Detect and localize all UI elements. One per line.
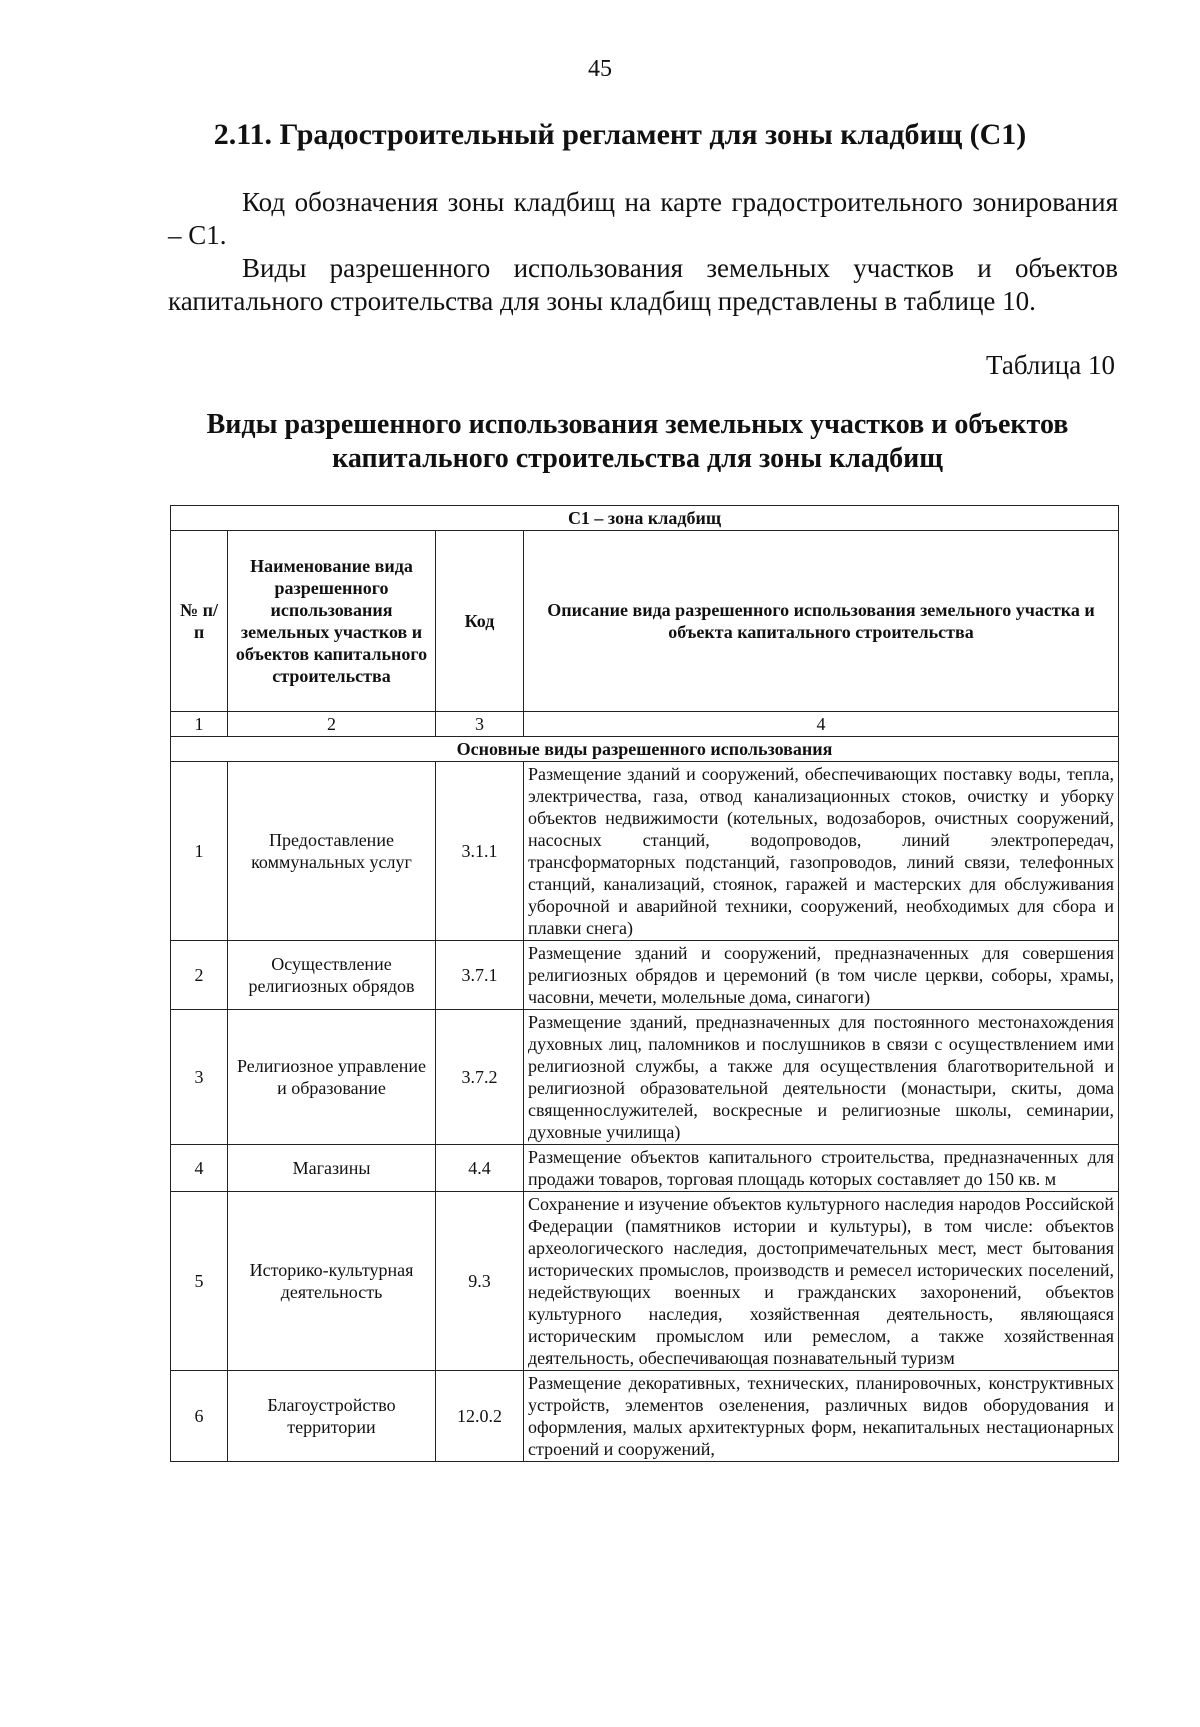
row-name: Магазины <box>228 1145 436 1192</box>
row-code: 3.7.2 <box>436 1010 524 1145</box>
row-number: 4 <box>171 1145 228 1192</box>
row-name: Историко-культурная деятельность <box>228 1192 436 1371</box>
row-code: 3.7.1 <box>436 941 524 1010</box>
column-header-code: Код <box>436 531 524 712</box>
column-header-description: Описание вида разрешенного использования земельного участка и объекта капитального строительства <box>524 531 1119 712</box>
row-name: Религиозное управление и образование <box>228 1010 436 1145</box>
row-description: Размещение зданий, предназначенных для постоянного местонахождения духовных лиц, паломников и послушников в связи с осуществлением ими религиозной службы, а также для осуществления благотворительной и религиозной образовательной деятельности (монастыри, скиты, дома священнослужителей, воскресные и религиозные школы, семинарии, духовные училища) <box>524 1010 1119 1145</box>
row-name: Предоставление коммунальных услуг <box>228 762 436 941</box>
row-name: Благоустройство территории <box>228 1371 436 1462</box>
group-row <box>171 737 1119 762</box>
paragraph-zone-code: Код обозначения зоны кладбищ на карте градостроительного зонирования – С1. <box>168 187 1118 250</box>
row-code: 4.4 <box>436 1145 524 1192</box>
column-header-row <box>171 531 1119 712</box>
column-number: 2 <box>228 712 436 737</box>
row-code: 9.3 <box>436 1192 524 1371</box>
row-number: 3 <box>171 1010 228 1145</box>
column-header-number: № п/п <box>171 531 228 712</box>
row-description: Размещение объектов капитального строительства, предназначенных для продажи товаров, торговая площадь которых составляет до 150 кв. м <box>524 1145 1119 1192</box>
row-code: 12.0.2 <box>436 1371 524 1462</box>
table-row <box>171 941 1119 1010</box>
row-description: Размещение зданий и сооружений, обеспечивающих поставку воды, тепла, электричества, газа, отвод канализационных стоков, очистку и уборку объектов недвижимости (котельных, водозаборов, очистных сооружений, насосных станций, водопроводов, линий электропередач, трансформаторных подстанций, газопроводов, линий связи, телефонных станций, канализаций, стоянок, гаражей и мастерских для обслуживания уборочной и аварийной техники, сооружений, необходимых для сбора и плавки снега) <box>524 762 1119 941</box>
page-number: 45 <box>588 56 612 82</box>
zone-header: С1 – зона кладбищ <box>171 506 1119 531</box>
table-label: Таблица 10 <box>986 350 1115 380</box>
column-number: 1 <box>171 712 228 737</box>
permitted-uses-table <box>170 505 1119 1462</box>
row-number: 6 <box>171 1371 228 1462</box>
table-row <box>171 762 1119 941</box>
row-description: Сохранение и изучение объектов культурного наследия народов Российской Федерации (памятников истории и культуры), в том числе: объектов археологического наследия, достопримечательных мест, мест бытования исторических промыслов, производств и ремесел исторических поселений, недействующих военных и гражданских захоронений, объектов культурного наследия, хозяйственная деятельность, являющаяся историческим промыслом или ремеслом, а также хозяйственная деятельность, обеспечивающая познавательный туризм <box>524 1192 1119 1371</box>
column-number: 4 <box>524 712 1119 737</box>
row-code: 3.1.1 <box>436 762 524 941</box>
table-title: Виды разрешенного использования земельных участков и объектов капитального строительства для зоны кладбищ <box>206 409 1069 474</box>
row-name: Осуществление религиозных обрядов <box>228 941 436 1010</box>
table-row <box>171 1371 1119 1462</box>
row-number: 5 <box>171 1192 228 1371</box>
table-row <box>171 1010 1119 1145</box>
zone-header-row <box>171 506 1119 531</box>
row-number: 1 <box>171 762 228 941</box>
group-title: Основные виды разрешенного использования <box>171 737 1119 762</box>
row-description: Размещение декоративных, технических, планировочных, конструктивных устройств, элементов озеленения, различных видов оборудования и оформления, малых архитектурных форм, некапитальных нестационарных строений и сооружений, <box>524 1371 1119 1462</box>
column-number-row <box>171 712 1119 737</box>
table-row <box>171 1145 1119 1192</box>
row-number: 2 <box>171 941 228 1010</box>
section-heading: 2.11. Градостроительный регламент для зоны кладбищ (С1) <box>213 118 1027 151</box>
table-row <box>171 1192 1119 1371</box>
paragraph-permitted-uses: Виды разрешенного использования земельных участков и объектов капитального строительства для зоны кладбищ представлены в таблице 10. <box>168 253 1118 316</box>
column-header-name: Наименование вида разрешенного использования земельных участков и объектов капитального строительства <box>228 531 436 712</box>
row-description: Размещение зданий и сооружений, предназначенных для совершения религиозных обрядов и церемоний (в том числе церкви, соборы, храмы, часовни, мечети, молельные дома, синагоги) <box>524 941 1119 1010</box>
column-number: 3 <box>436 712 524 737</box>
